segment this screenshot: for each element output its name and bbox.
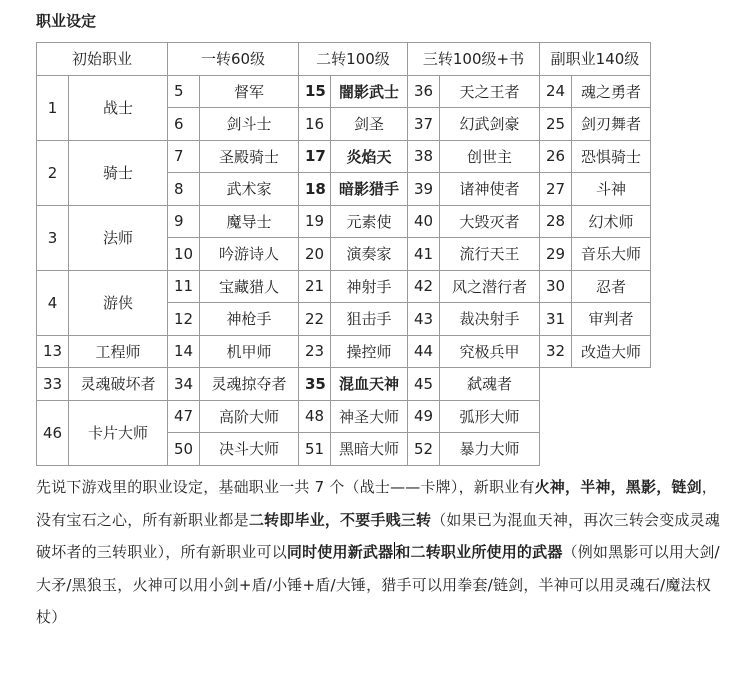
cell-name: 圣殿骑士 [200,140,299,173]
cell-name: 弑魂者 [440,368,540,401]
cell-num: 1 [37,75,69,140]
cell-num: 16 [299,108,331,141]
cell-name: 战士 [69,75,168,140]
cell-name: 法师 [69,205,168,270]
cell-num: 26 [540,140,572,173]
cell-name: 改造大师 [572,335,651,368]
cell-name: 剑斗士 [200,108,299,141]
cell-name: 审判者 [572,303,651,336]
cell-name: 操控师 [331,335,408,368]
table-row [37,75,651,108]
cell-num: 11 [168,270,200,303]
cell-num: 9 [168,205,200,238]
cell-name: 灵魂破坏者 [69,368,168,401]
cell-num: 29 [540,238,572,271]
cell-name: 黑暗大师 [331,433,408,466]
cell-name: 神圣大师 [331,400,408,433]
cell-name: 决斗大师 [200,433,299,466]
cell-name: 灵魂掠夺者 [200,368,299,401]
text-segment: （如果已为混血天神，再次三转会变成灵魂破坏者的三转职业），所有新职业可以 [36,510,721,561]
table-header-row [37,43,651,76]
description-paragraph [36,471,726,634]
cell-num: 18 [299,173,331,206]
cell-name: 武术家 [200,173,299,206]
cell-name: 剑圣 [331,108,408,141]
cell-name: 狙击手 [331,303,408,336]
cell-num: 52 [408,433,440,466]
cell-num: 45 [408,368,440,401]
cell-name: 炎焰天 [331,140,408,173]
cell-num: 12 [168,303,200,336]
cell-name: 流行天王 [440,238,540,271]
cell-num: 27 [540,173,572,206]
cell-name: 剑刃舞者 [572,108,651,141]
cell-num: 14 [168,335,200,368]
cell-name: 演奏家 [331,238,408,271]
text-segment: 先说下游戏里的职业设定，基础职业一共 7 个（战士——卡牌），新职业有 [36,478,535,496]
cell-name: 吟游诗人 [200,238,299,271]
cell-name: 宝藏猎人 [200,270,299,303]
header-sub-class: 副职业140级 [540,43,651,76]
text-segment: （例如黑影可以用大剑/大矛/黑狼玉，火神可以用小剑+盾/小锤+盾/大锤，猎手可以用拳套/链剑，半神可以用灵魂石/魔法权杖） [36,543,720,626]
cell-num: 31 [540,303,572,336]
cell-name: 天之王者 [440,75,540,108]
cell-num: 42 [408,270,440,303]
table-row [37,140,651,173]
cell-num: 13 [37,335,69,368]
cell-num: 46 [37,400,69,465]
cell-num: 50 [168,433,200,466]
bold-text-segment: 同时使用新武器 [286,543,394,561]
cell-num: 22 [299,303,331,336]
cell-name: 闇影武士 [331,75,408,108]
job-table [36,42,651,466]
cell-name: 幻武剑豪 [440,108,540,141]
header-base-class: 初始职业 [37,43,168,76]
cell-num: 51 [299,433,331,466]
cell-name: 卡片大师 [69,400,168,465]
cell-name: 风之潜行者 [440,270,540,303]
cell-num: 7 [168,140,200,173]
cell-name: 骑士 [69,140,168,205]
table-row [37,335,651,368]
cell-name: 魔导士 [200,205,299,238]
cell-num: 49 [408,400,440,433]
text-segment: ，没有宝石之心，所有新职业都是 [36,478,717,529]
cell-num: 6 [168,108,200,141]
bold-text-segment: 和二转职业所使用的武器 [395,543,563,561]
cell-num: 24 [540,75,572,108]
cell-num: 20 [299,238,331,271]
cell-num: 34 [168,368,200,401]
cell-num: 4 [37,270,69,335]
cell-name: 大毁灭者 [440,205,540,238]
cell-name: 弧形大师 [440,400,540,433]
cell-num: 10 [168,238,200,271]
cell-num: 28 [540,205,572,238]
cell-name: 高阶大师 [200,400,299,433]
cell-num: 33 [37,368,69,401]
cell-num: 47 [168,400,200,433]
cell-num: 39 [408,173,440,206]
cell-num: 2 [37,140,69,205]
table-row [37,368,651,401]
cell-name: 究极兵甲 [440,335,540,368]
cell-num: 5 [168,75,200,108]
cell-name: 诸神使者 [440,173,540,206]
table-row [37,270,651,303]
cell-name: 工程师 [69,335,168,368]
cell-num: 40 [408,205,440,238]
cell-name: 创世主 [440,140,540,173]
cell-num: 35 [299,368,331,401]
cell-name: 裁决射手 [440,303,540,336]
cell-name: 幻术师 [572,205,651,238]
cell-name: 元素使 [331,205,408,238]
cell-name: 神枪手 [200,303,299,336]
cell-name: 斗神 [572,173,651,206]
cell-num: 32 [540,335,572,368]
cell-name: 机甲师 [200,335,299,368]
cell-num: 19 [299,205,331,238]
cell-num: 48 [299,400,331,433]
cell-name: 神射手 [331,270,408,303]
empty-cell [540,368,651,466]
cell-num: 25 [540,108,572,141]
cell-num: 3 [37,205,69,270]
cell-name: 音乐大师 [572,238,651,271]
cell-name: 魂之勇者 [572,75,651,108]
cell-num: 43 [408,303,440,336]
header-second-advance: 二转100级 [299,43,408,76]
cell-num: 15 [299,75,331,108]
cell-num: 36 [408,75,440,108]
bold-text-segment: 二转即毕业，不要手贱三转 [248,510,432,529]
header-first-advance: 一转60级 [168,43,299,76]
cell-num: 38 [408,140,440,173]
cell-num: 41 [408,238,440,271]
cell-num: 30 [540,270,572,303]
cell-name: 游侠 [69,270,168,335]
cell-num: 17 [299,140,331,173]
header-third-advance: 三转100级+书 [408,43,540,76]
cell-name: 忍者 [572,270,651,303]
cell-num: 21 [299,270,331,303]
cell-num: 23 [299,335,331,368]
cell-num: 8 [168,173,200,206]
cell-name: 恐惧骑士 [572,140,651,173]
table-row [37,205,651,238]
section-title: 职业设定 [36,12,97,30]
cell-name: 督军 [200,75,299,108]
cell-name: 暗影猎手 [331,173,408,206]
bold-text-segment: 火神，半神，黑影，链剑 [534,478,702,496]
cell-name: 混血天神 [331,368,408,401]
cell-num: 44 [408,335,440,368]
cell-num: 37 [408,108,440,141]
cell-name: 暴力大师 [440,433,540,466]
